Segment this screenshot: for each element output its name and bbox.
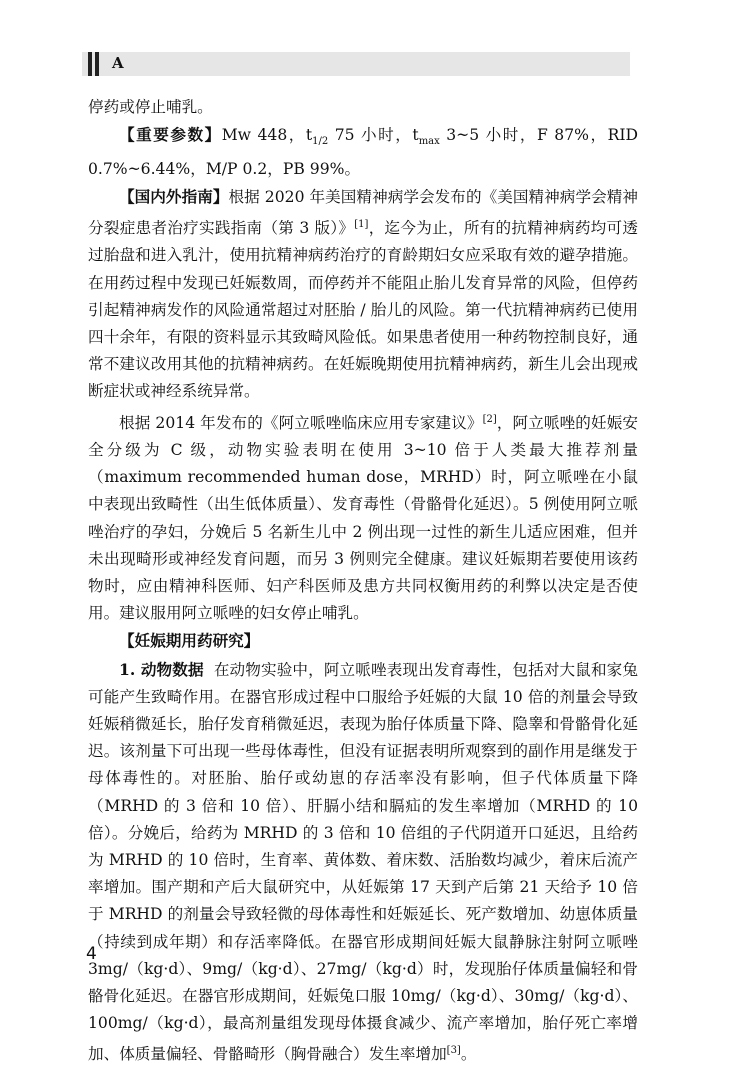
running-header: [82, 52, 630, 76]
reference-marker: [1]: [354, 218, 369, 230]
reference-marker: [2]: [482, 413, 497, 425]
reference-marker: [3]: [446, 1045, 461, 1057]
guideline-paragraph: 【国内外指南】根据 2020 年美国精神病学会发布的《美国精神病学会精神分裂症患者治疗实践指南（第 3 版）》[1]，迄今为止，所有的抗精神病药均可透过胎盘和进入乳汁，使用抗精神病药治疗的育龄期妇女应采取有效的避孕措施。在用药过程中发现已妊娠数周，而停药并不能阻止胎儿发育异常的风险，但停药引起精神病发作的风险通常超过对胚胎 / 胎儿的风险。第一代抗精神病药已使用四十余年，有限的资料显示其致畸风险低。如果患者使用一种药物控制良好，通常不建议改用其他的抗精神病药。在妊娠晚期使用抗精神病药，新生儿会出现戒断症状或神经系统异常。: [88, 186, 638, 401]
header-bar-mark: [88, 52, 92, 76]
page-number: 4: [86, 944, 97, 964]
key-parameters-paragraph: 【重要参数】Mw 448，$t_{1/2}$ 75 小时，$t_{max}$ 3~5 小时，F 87%，RID 0.7%~6.44%，M/P 0.2，PB 99%。: [88, 125, 638, 178]
key-parameters-label: 【重要参数】: [119, 125, 222, 145]
guideline-label: 【国内外指南】: [119, 186, 229, 206]
animal-data-paragraph: 1. 动物数据 在动物实验中，阿立哌唑表现出发育毒性，包括对大鼠和家兔可能产生致畸作用。在器官形成过程中口服给予妊娠的大鼠 10 倍的剂量会导致妊娠稍微延长，胎仔发育稍微延迟，表现为胎仔体质量下降、隐睾和骨骼骨化延迟。该剂量下可出现一些母体毒性，但没有证据表明所观察到的副作用是继发于母体毒性的。对胚胎、胎仔或幼崽的存活率没有影响，但子代体质量下降（MRHD 的 3 倍和 10 倍）、肝膈小结和膈疝的发生率增加（MRHD 的 10 倍）。分娩后，给药为 MRHD 的 3 倍和 10 倍组的子代阴道开口延迟，且给药为 MRHD 的 10 倍时，生育率、黄体数、着床数、活胎数均减少，着床后流产率增加。围产期和产后大鼠研究中，从妊娠第 17 天到产后第 21 天给予 10 倍于 MRHD 的剂量会导致轻微的母体毒性和妊娠延长、死产数增加、幼崽体质量（持续到成年期）和存活率降低。在器官形成期间妊娠大鼠静脉注射阿立哌唑 3mg/（kg·d）、9mg/（kg·d）、27mg/（kg·d）时，发现胎仔体质量偏轻和骨骼骨化延迟。在器官形成期间，妊娠兔口服 10mg/（kg·d）、30mg/（kg·d）、100mg/（kg·d），最高剂量组发现母体摄食减少、流产率增加，胎仔死亡率增加、体质量偏轻、骨骼畸形（胸骨融合）发生率增加[3]。: [88, 659, 638, 1064]
continued-paragraph: 停药或停止哺乳。: [88, 98, 213, 116]
animal-data-label: 1. 动物数据: [119, 659, 204, 679]
expert-advice-paragraph: 根据 2014 年发布的《阿立哌唑临床应用专家建议》[2]，阿立哌唑的妊娠安全分级为 C 级，动物实验表明在使用 3~10 倍于人类最大推荐剂量（maximum recommended human dose，MRHD）时，阿立哌唑在小鼠中表现出致畸性（出生低体质量）、发育毒性（骨骼骨化延迟）。5 例使用阿立哌唑治疗的孕妇，分娩后 5 名新生儿中 2 例出现一过性的新生儿适应困难，但并未出现畸形或神经发育问题，而另 3 例则完全健康。建议妊娠期若要使用该药物时，应由精神科医师、妇产科医师及患方共同权衡用药的利弊以决定是否使用。建议服用阿立哌唑的妇女停止哺乳。: [88, 413, 638, 623]
section-letter: A: [112, 54, 124, 72]
page-body: [88, 94, 638, 1069]
header-bar-mark: [95, 52, 99, 76]
section-heading: 【妊娠期用药研究】: [119, 631, 260, 651]
